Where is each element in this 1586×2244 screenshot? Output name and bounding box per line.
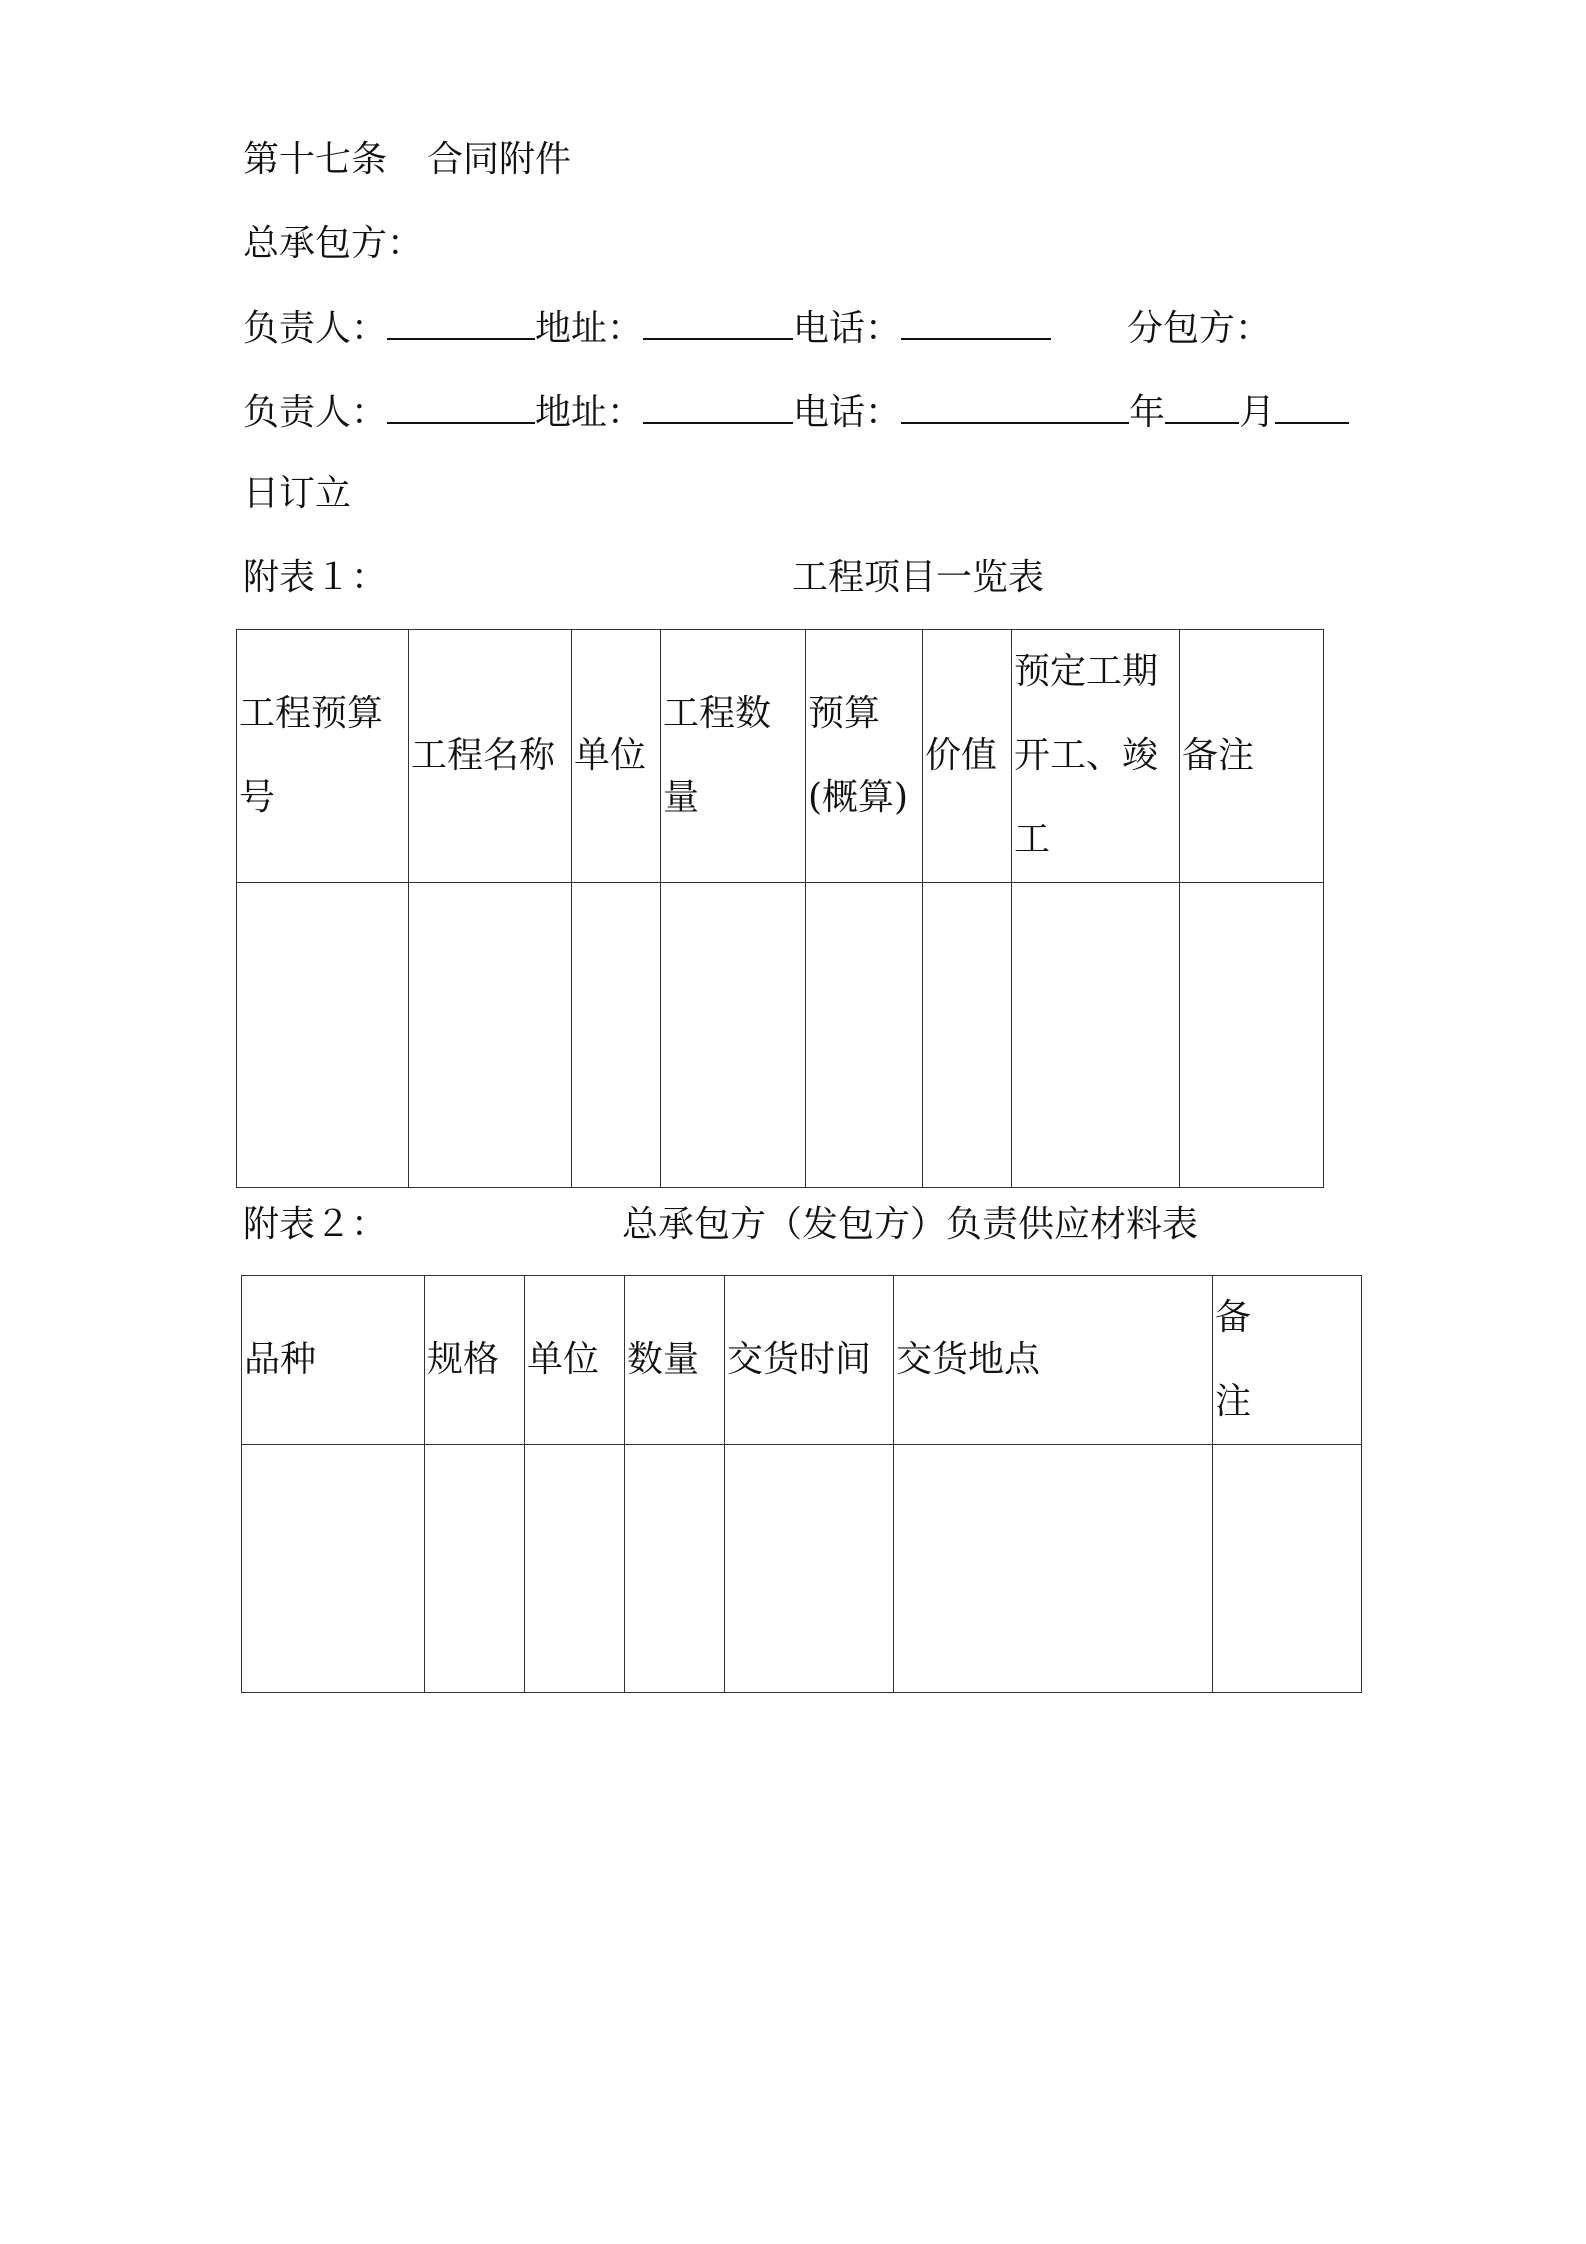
person-label: 负责人： bbox=[243, 308, 388, 349]
table-cell[interactable] bbox=[572, 883, 661, 1188]
appendix2-title: 总承包方（发包方）负责供应材料表 bbox=[622, 1204, 1199, 1245]
contractor-info-line bbox=[243, 304, 1271, 352]
project-list-table bbox=[236, 629, 1324, 1188]
header-remarks-text: 备注 bbox=[1215, 1297, 1252, 1422]
person-blank[interactable] bbox=[387, 304, 535, 340]
table-cell[interactable] bbox=[525, 1445, 625, 1693]
table-row bbox=[242, 1445, 1362, 1693]
table-header-row bbox=[242, 1276, 1362, 1445]
table-cell[interactable] bbox=[725, 1445, 894, 1693]
article-heading bbox=[243, 137, 571, 183]
appendix1-title: 工程项目一览表 bbox=[792, 557, 1045, 598]
table-cell[interactable] bbox=[425, 1445, 525, 1693]
phone-blank[interactable] bbox=[901, 304, 1051, 340]
header-budget: 预算(概算) bbox=[806, 630, 923, 883]
person-label: 负责人： bbox=[243, 392, 388, 433]
article-number: 第十七条 bbox=[243, 139, 388, 180]
phone-label: 电话： bbox=[793, 392, 902, 433]
header-value: 价值 bbox=[923, 630, 1012, 883]
header-budget-number: 工程预算号 bbox=[237, 630, 409, 883]
header-quantity: 工程数量 bbox=[661, 630, 806, 883]
subcontractor-info-line bbox=[243, 388, 1349, 436]
day-blank[interactable] bbox=[1275, 388, 1349, 424]
table-cell[interactable] bbox=[625, 1445, 725, 1693]
month-blank[interactable] bbox=[1165, 388, 1239, 424]
table-cell[interactable] bbox=[1012, 883, 1180, 1188]
address-label: 地址： bbox=[535, 392, 644, 433]
header-schedule: 预定工期开工、竣工 bbox=[1012, 630, 1180, 883]
table-cell[interactable] bbox=[1213, 1445, 1362, 1693]
header-variety: 品种 bbox=[242, 1276, 425, 1445]
header-delivery-location: 交货地点 bbox=[894, 1276, 1213, 1445]
address-blank[interactable] bbox=[643, 388, 793, 424]
phone-label: 电话： bbox=[793, 308, 902, 349]
header-delivery-time: 交货时间 bbox=[725, 1276, 894, 1445]
table-header-row bbox=[237, 630, 1324, 883]
year-label: 年 bbox=[1129, 392, 1166, 433]
table-cell[interactable] bbox=[237, 883, 409, 1188]
table-cell[interactable] bbox=[661, 883, 806, 1188]
header-remarks bbox=[1213, 1276, 1362, 1445]
header-specification: 规格 bbox=[425, 1276, 525, 1445]
table-cell[interactable] bbox=[806, 883, 923, 1188]
table-cell[interactable] bbox=[1180, 883, 1324, 1188]
table-row bbox=[237, 883, 1324, 1188]
materials-table bbox=[241, 1275, 1362, 1693]
table-cell[interactable] bbox=[923, 883, 1012, 1188]
address-label: 地址： bbox=[535, 308, 644, 349]
phone-blank[interactable] bbox=[901, 388, 1129, 424]
article-title: 合同附件 bbox=[427, 139, 572, 180]
header-remarks: 备注 bbox=[1180, 630, 1324, 883]
month-label: 月 bbox=[1239, 392, 1276, 433]
signing-date-suffix: 日订立 bbox=[243, 473, 352, 514]
table-cell[interactable] bbox=[894, 1445, 1213, 1693]
header-quantity: 数量 bbox=[625, 1276, 725, 1445]
person-blank[interactable] bbox=[387, 388, 535, 424]
address-blank[interactable] bbox=[643, 304, 793, 340]
appendix1-label: 附表１： bbox=[243, 557, 388, 598]
subcontractor-label: 分包方： bbox=[1127, 308, 1272, 349]
appendix2-label: 附表２： bbox=[243, 1204, 388, 1245]
header-unit: 单位 bbox=[572, 630, 661, 883]
table-cell[interactable] bbox=[242, 1445, 425, 1693]
general-contractor-label: 总承包方： bbox=[243, 223, 424, 264]
table-cell[interactable] bbox=[409, 883, 572, 1188]
header-unit: 单位 bbox=[525, 1276, 625, 1445]
header-project-name: 工程名称 bbox=[409, 630, 572, 883]
